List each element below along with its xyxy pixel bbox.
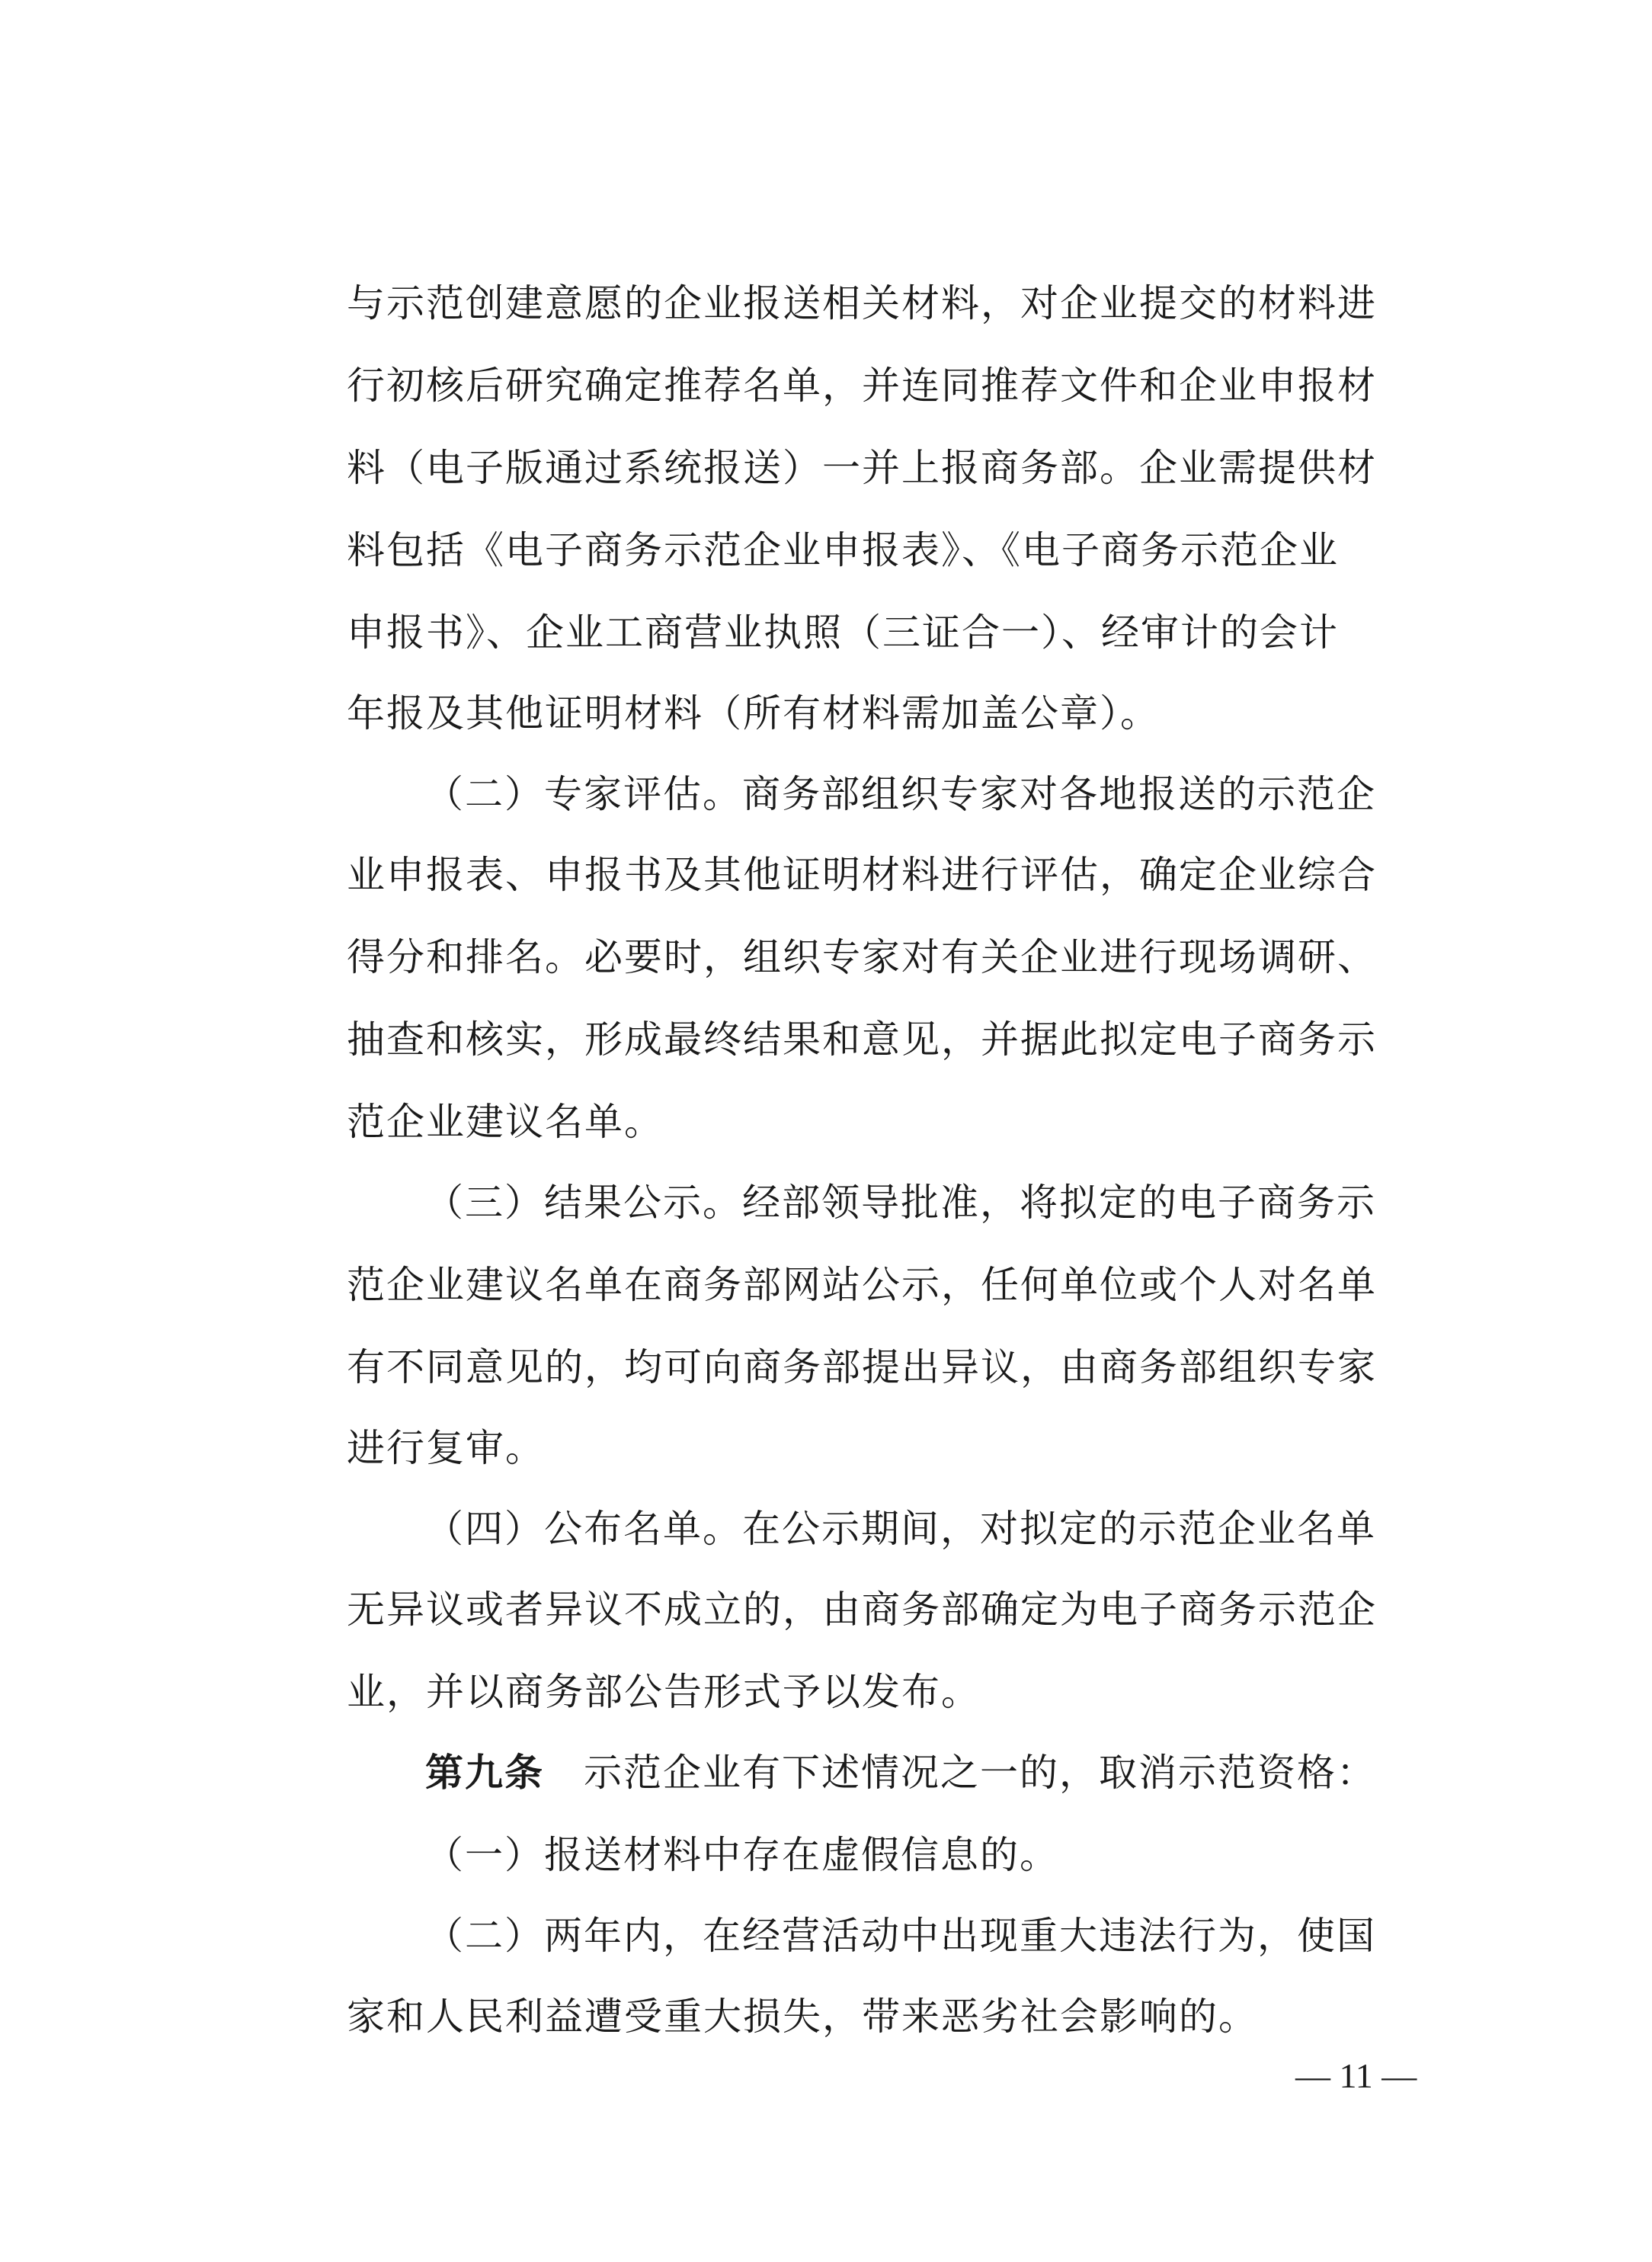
paragraph-first-line: （四）公布名单。在公示期间，对拟定的示范企业名单 — [425, 1507, 1376, 1551]
paragraph-first-line: （三）结果公示。经部领导批准，将拟定的电子商务示 — [425, 1181, 1376, 1225]
text-line: 家和人民利益遭受重大损失，带来恶劣社会影响的。 — [347, 1994, 1258, 2039]
text-line: 业申报表、申报书及其他证明材料进行评估，确定企业综合 — [347, 853, 1377, 897]
article-text: 示范企业有下述情况之一的，取消示范资格： — [544, 1751, 1376, 1795]
text-line: 申报书》、企业工商营业执照（三证合一）、经审计的会计 — [347, 610, 1339, 655]
text-line: 料（电子版通过系统报送）一并上报商务部。企业需提供材 — [347, 446, 1377, 490]
paragraph-first-line: （二）专家评估。商务部组织专家对各地报送的示范企 — [425, 772, 1376, 816]
text-line: 料包括《电子商务示范企业申报表》、《电子商务示范企业 — [347, 528, 1339, 572]
text-line: 有不同意见的，均可向商务部提出异议，由商务部组织专家 — [347, 1345, 1377, 1389]
paragraph-first-line: （一）报送材料中存在虚假信息的。 — [425, 1833, 1059, 1877]
text-line: 抽查和核实，形成最终结果和意见，并据此拟定电子商务示 — [347, 1017, 1377, 1062]
text-line: 得分和排名。必要时，组织专家对有关企业进行现场调研、 — [347, 935, 1377, 979]
text-line: 无异议或者异议不成立的，由商务部确定为电子商务示范企 — [347, 1588, 1377, 1632]
page-number: — 11 — — [1295, 2056, 1417, 2095]
text-line: 范企业建议名单。 — [347, 1100, 664, 1144]
article-nine-line — [425, 1750, 1507, 1796]
text-line: 行初核后研究确定推荐名单，并连同推荐文件和企业申报材 — [347, 364, 1377, 408]
text-line: 年报及其他证明材料（所有材料需加盖公章）。 — [347, 691, 1160, 735]
text-line: 范企业建议名单在商务部网站公示，任何单位或个人对名单 — [347, 1263, 1377, 1307]
text-line: 与示范创建意愿的企业报送相关材料，对企业提交的材料进 — [347, 281, 1377, 325]
text-line: 业，并以商务部公告形式予以发布。 — [347, 1670, 981, 1714]
text-line: 进行复审。 — [347, 1426, 545, 1470]
paragraph-first-line: （二）两年内，在经营活动中出现重大违法行为，使国 — [425, 1914, 1376, 1958]
article-heading: 第九条 — [425, 1751, 544, 1795]
